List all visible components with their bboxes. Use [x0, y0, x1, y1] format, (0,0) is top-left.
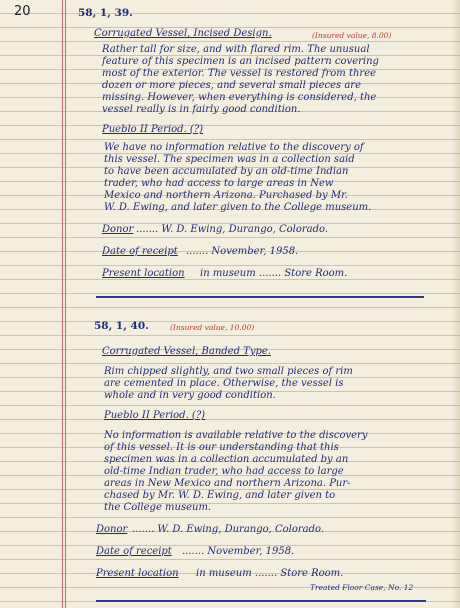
provenance-line: this vessel. The specimen was in a collection said — [104, 154, 355, 165]
insured-value: (Insured value, 10.00) — [170, 323, 255, 332]
description-line: whole and in very good condition. — [104, 390, 276, 401]
location-value: in museum ....... Store Room. — [200, 268, 348, 279]
entry-divider — [96, 600, 426, 602]
donor-label: Donor — [102, 224, 134, 235]
provenance-line: Mexico and northern Arizona. Purchased by Mr. — [104, 190, 348, 201]
catalog-number: 58, 1, 39. — [78, 7, 133, 19]
description-line: vessel really is in fairly good condition. — [102, 104, 301, 115]
provenance-line: chased by Mr. W. D. Ewing, and later given to — [104, 490, 336, 501]
description-line: Rim chipped slightly, and two small pieces of rim — [104, 366, 353, 377]
entry-divider — [96, 296, 424, 298]
period-label: Pueblo II Period. (?) — [104, 410, 206, 421]
donor-value: ....... W. D. Ewing, Durango, Colorado. — [132, 524, 325, 535]
donor-value: ....... W. D. Ewing, Durango, Colorado. — [136, 224, 329, 235]
provenance-line: We have no information relative to the discovery of — [104, 142, 364, 153]
provenance-line: trader, who had access to large areas in New — [104, 178, 334, 189]
catalog-number: 58, 1, 40. — [94, 320, 149, 332]
provenance-line: old-time Indian trader, who had access to large — [104, 466, 344, 477]
entry-title: Corrugated Vessel, Incised Design. — [94, 28, 272, 39]
description-line: Rather tall for size, and with flared rim. The unusual — [102, 44, 370, 55]
date-label: Date of receipt — [96, 546, 172, 557]
location-label: Present location — [96, 568, 179, 579]
footnote: Treated Floor Case, No. 12 — [310, 583, 414, 592]
location-value: in museum ....... Store Room. — [196, 568, 344, 579]
description-line: feature of this specimen is an incised pattern covering — [102, 56, 379, 67]
insured-value: (Insured value, 8.00) — [312, 31, 392, 40]
provenance-line: No information is available relative to the discovery — [104, 430, 368, 441]
provenance-line: the College museum. — [104, 502, 212, 513]
provenance-line: W. D. Ewing, and later given to the College museum. — [104, 202, 372, 213]
entry-title: Corrugated Vessel, Banded Type. — [102, 346, 271, 357]
period-label: Pueblo II Period. (?) — [102, 124, 204, 135]
page-edge-shadow — [452, 0, 460, 608]
date-value: ....... November, 1958. — [182, 546, 295, 557]
description-line: dozen or more pieces, and several small pieces are — [102, 80, 361, 91]
description-line: are cemented in place. Otherwise, the vessel is — [104, 378, 344, 389]
provenance-line: of this vessel. It is our understanding that this — [104, 442, 339, 453]
date-label: Date of receipt — [102, 246, 178, 257]
margin-line — [62, 0, 63, 608]
provenance-line: areas in New Mexico and northern Arizona. Pur- — [104, 478, 351, 489]
date-value: ....... November, 1958. — [186, 246, 299, 257]
description-line: most of the exterior. The vessel is restored from three — [102, 68, 377, 79]
margin-line — [65, 0, 66, 608]
provenance-line: specimen was in a collection accumulated by an — [104, 454, 349, 465]
page-number: 20 — [14, 4, 31, 19]
location-label: Present location — [102, 268, 185, 279]
description-line: missing. However, when everything is considered, the — [102, 92, 377, 103]
provenance-line: to have been accumulated by an old-time Indian — [104, 166, 349, 177]
donor-label: Donor — [96, 524, 128, 535]
